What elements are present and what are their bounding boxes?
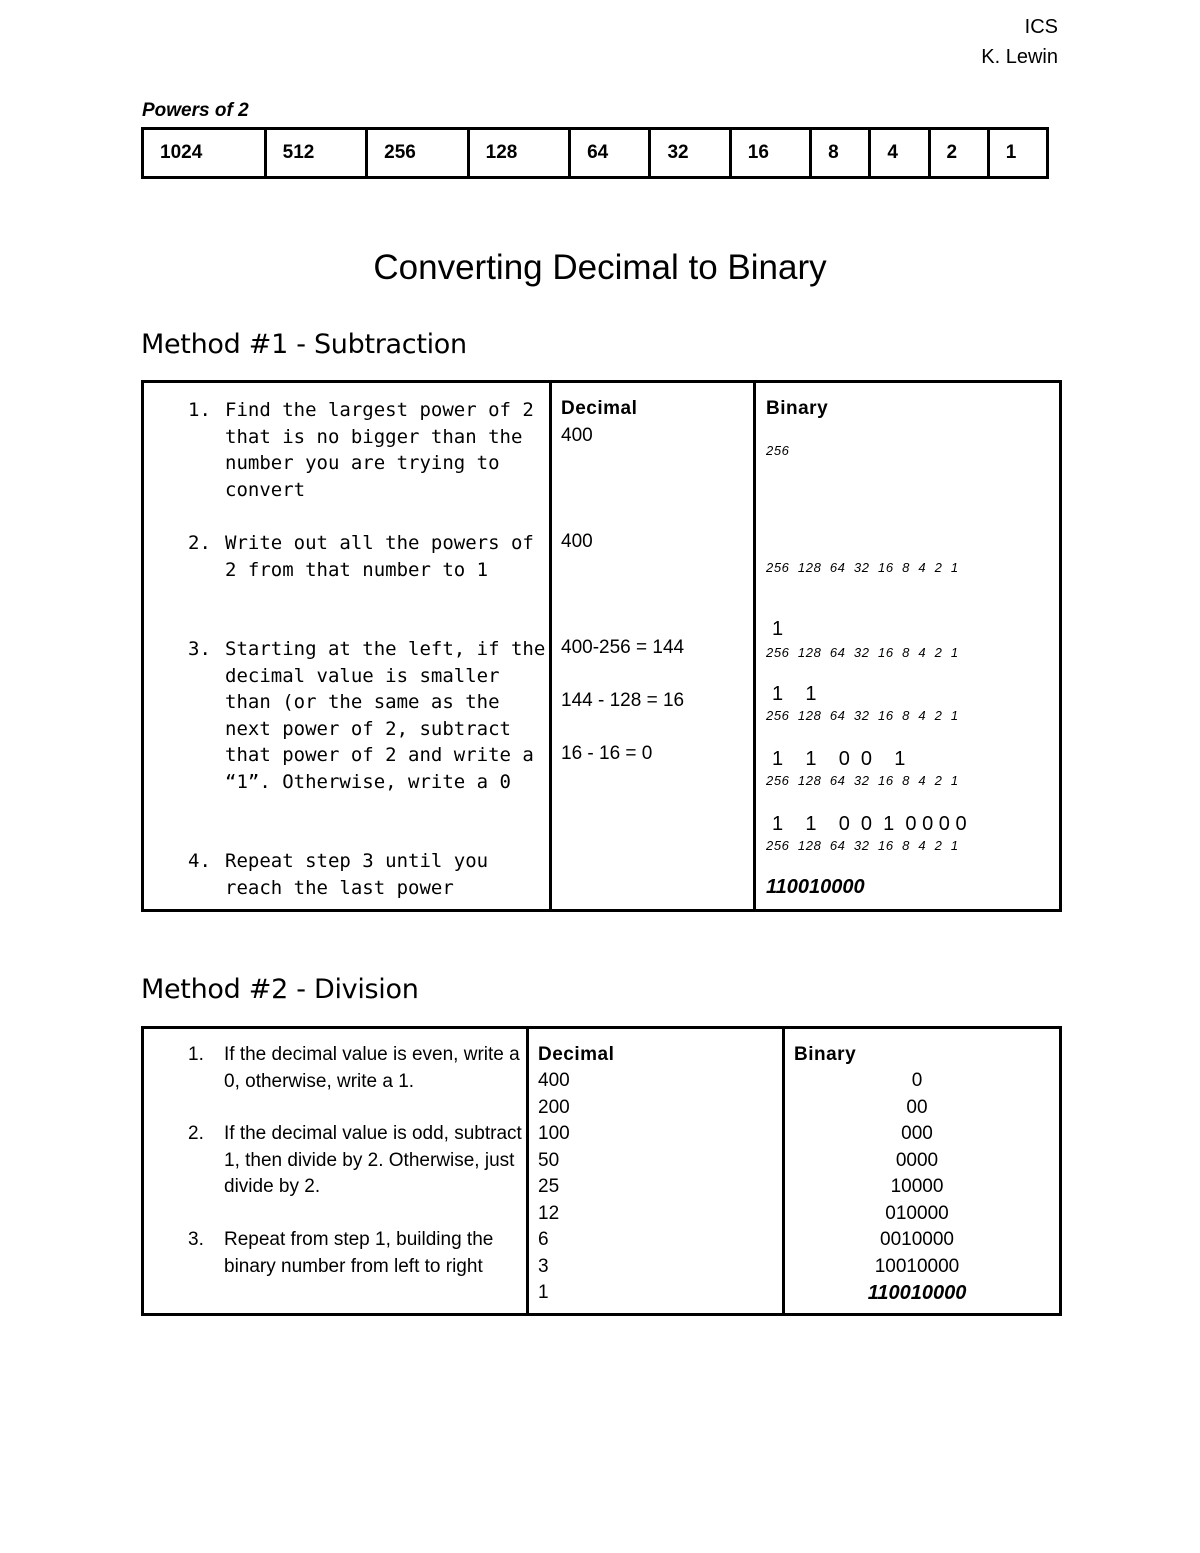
decimal-header: Decimal [538,1044,615,1065]
step-text: Find the largest power of 2 that is no bigger than the number you are trying to convert [225,399,534,501]
list-item: 25 [538,1176,560,1197]
binary-header: Binary [794,1044,857,1065]
method2-table [141,1026,1062,1316]
decimal-list [538,1068,570,1307]
powers-row: 256 128 64 32 16 8 4 2 1 [766,838,959,853]
list-item: 10010000 [874,1255,960,1277]
step-text: Write out all the powers of 2 from that number to 1 [225,532,534,581]
binary-digits: 1 [772,618,784,640]
power-cell: 1 [988,129,1047,178]
method1-heading: Method #1 - Subtraction [141,329,467,360]
subtraction-step: 16 - 16 = 0 [561,743,653,764]
list-item: 0000 [895,1149,939,1171]
power-cell: 4 [870,129,929,178]
binary-result: 110010000 [867,1282,967,1304]
step-text: If the decimal value is odd, subtract 1, then divide by 2. Otherwise, just divide by 2. [224,1123,522,1197]
power-cell: 128 [468,129,569,178]
step-number: 3. [188,1229,204,1250]
decimal-value: 400 [561,531,593,552]
column-divider [753,383,756,909]
step-number: 3. [188,638,211,660]
method2-heading: Method #2 - Division [141,974,419,1005]
step-number: 2. [188,1123,204,1144]
step-text: Repeat from step 1, building the binary number from left to right [224,1229,494,1277]
step-number: 2. [188,532,211,554]
power-cell: 8 [811,129,870,178]
power-cell: 32 [650,129,730,178]
power-cell: 256 [367,129,468,178]
list-item: 000 [901,1123,933,1144]
method1-table [141,380,1062,912]
binary-header: Binary [766,398,829,419]
power-cell: 2 [929,129,988,178]
powers-row: 256 128 64 32 16 8 4 2 1 [766,773,959,788]
subtraction-step: 400-256 = 144 [561,637,685,658]
power-cell: 512 [265,129,366,178]
powers-row: 256 128 64 32 16 8 4 2 1 [766,560,959,575]
decimal-value: 400 [561,425,593,446]
powers-row: 256 128 64 32 16 8 4 2 1 [766,708,959,723]
author-name: K. Lewin [981,46,1058,68]
list-item: 10000 [890,1176,944,1197]
list-item: 00 [906,1096,928,1118]
step-number: 1. [188,1044,204,1065]
page-header [981,12,1058,72]
step-text: If the decimal value is even, write a 0, otherwise, write a 1. [224,1044,520,1092]
list-item: 400 [538,1070,570,1091]
power-cell: 1024 [143,129,266,178]
decimal-header: Decimal [561,398,638,419]
list-item: 100 [538,1123,570,1144]
powers-label: Powers of 2 [142,100,249,121]
binary-result: 110010000 [766,876,865,898]
powers-table [141,127,1049,179]
binary-digits: 1 1 0 0 1 0 0 0 0 [772,813,967,835]
list-item: 3 [538,1255,549,1277]
page-title: Converting Decimal to Binary [373,248,827,287]
power-label: 256 [766,443,790,458]
course-name: ICS [1024,16,1058,38]
binary-list [817,1068,1017,1307]
list-item: 50 [538,1149,560,1171]
step-number: 4. [188,850,211,872]
step-text: Starting at the left, if the decimal value is smaller than (or the same as the next power of 2, subtract that power of 2 and write a “1”. Otherwise, write a 0 [225,638,546,793]
list-item: 6 [538,1229,549,1250]
binary-digits: 1 1 [772,683,817,705]
power-cell: 16 [730,129,810,178]
list-item: 0 [911,1070,923,1091]
step-number: 1. [188,399,211,421]
list-item: 1 [538,1282,549,1303]
power-cell: 64 [570,129,650,178]
column-divider [782,1029,785,1313]
list-item: 010000 [885,1202,949,1224]
binary-digits: 1 1 0 0 1 [772,748,906,770]
column-divider [526,1029,529,1313]
list-item: 12 [538,1202,560,1224]
list-item: 0010000 [880,1229,954,1250]
powers-row: 256 128 64 32 16 8 4 2 1 [766,645,959,660]
step-text: Repeat step 3 until you reach the last power [225,850,489,899]
list-item: 200 [538,1096,570,1118]
subtraction-step: 144 - 128 = 16 [561,690,685,711]
